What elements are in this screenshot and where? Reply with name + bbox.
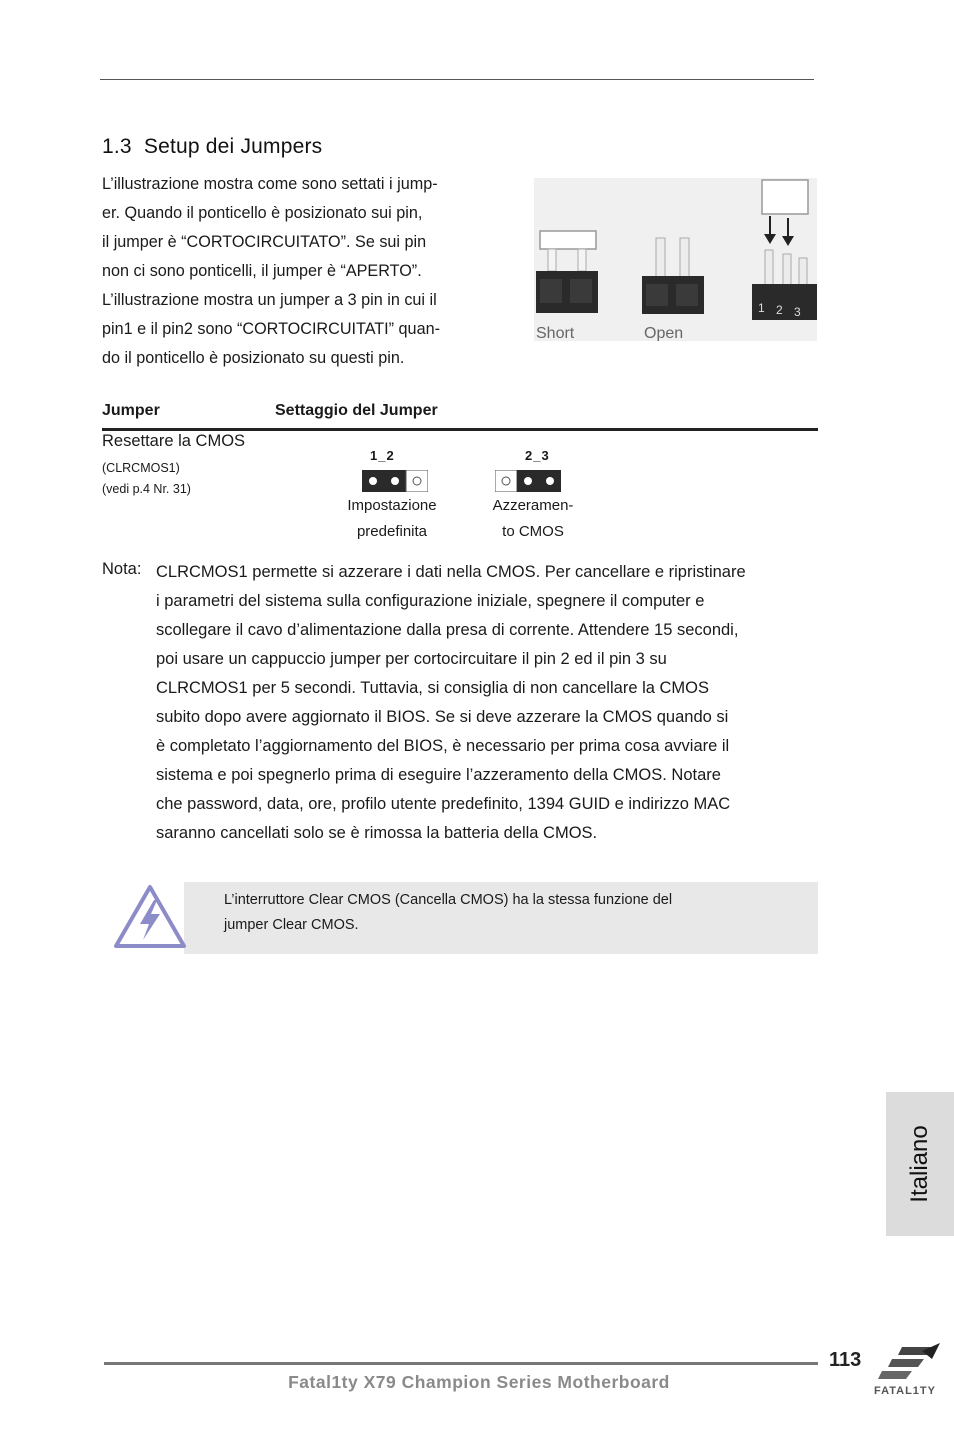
option1-caption-line: predefinita [356,523,428,540]
note-body [156,558,817,848]
footer-product-name: Fatal1ty X79 Champion Series Motherboard [288,1372,670,1392]
note-line: CLRCMOS1 per 5 secondi. Tuttavia, si consiglia di non cancellare la CMOS [156,679,709,697]
note-line: subito dopo avere aggiornato il BIOS. Se si deve azzerare la CMOS quando si [156,708,729,726]
section-heading [102,135,322,159]
intro-line: il jumper è “CORTOCIRCUITATO”. Se sui pin [102,233,427,251]
table-header-setting: Settaggio del Jumper [275,402,438,419]
intro-line: L’illustrazione mostra un jumper a 3 pin in cui il [102,291,437,309]
option1-pin-label: 1_2 [370,448,395,463]
section-title: Setup dei Jumpers [143,135,323,158]
page-number: 113 [829,1349,862,1371]
option2-caption-line: Azzeramen- [492,497,574,514]
intro-line: er. Quando il ponticello è posizionato sui pin, [102,204,423,222]
note-line: CLRCMOS1 permette si azzerare i dati nella CMOS. Per cancellare e ripristinare [156,563,746,581]
pin-number-2: 2 [776,303,783,317]
section-number: 1.3 [102,135,132,158]
pin-number-1: 1 [758,301,765,315]
short-label: Short [536,325,575,341]
row-jumper-id: (CLRCMOS1) [102,461,180,475]
note-line: i parametri del sistema sulla configurazione iniziale, spegnere il computer e [156,592,705,610]
jumper-illustration [534,178,817,341]
language-side-tab-label: Italiano [906,1125,933,1203]
logo-wordmark: FATAL1TY [874,1385,936,1397]
option2-pin-label: 2_3 [525,448,550,463]
callout-line: L’interruttore Clear CMOS (Cancella CMOS) ha la stessa funzione del [224,892,673,908]
option1-caption [332,493,452,545]
table-header-rule [102,428,818,431]
intro-line: do il ponticello è posizionato su questi pin. [102,349,405,367]
note-line: scollegare il cavo d’alimentazione dalla presa di corrente. Attendere 15 secondi, [156,621,739,639]
open-label: Open [644,325,684,341]
row-reference: (vedi p.4 Nr. 31) [102,482,191,496]
note-label: Nota: [102,560,142,578]
fatal1ty-logo [862,1341,948,1399]
intro-line: L’illustrazione mostra come sono settati i jump- [102,175,438,193]
option2-caption [473,493,593,545]
footer-rule [104,1362,818,1365]
note-line: poi usare un cappuccio jumper per cortocircuitare il pin 2 ed il pin 3 su [156,650,667,668]
intro-line: pin1 e il pin2 sono “CORTOCIRCUITATI” quan- [102,320,440,338]
language-side-tab-label-wrap [886,1092,954,1236]
pin-number-3: 3 [794,305,801,319]
callout-line: jumper Clear CMOS. [224,917,359,933]
note-line: che password, data, ore, profilo utente predefinito, 1394 GUID e indirizzo MAC [156,795,731,813]
note-line: saranno cancellati solo se è rimossa la batteria della CMOS. [156,824,598,842]
table-header-jumper: Jumper [102,402,160,419]
row-label: Resettare la CMOS [102,432,246,450]
intro-paragraph [102,170,511,373]
top-divider [100,79,814,80]
note-line: sistema e poi spegnerlo prima di eseguire l’azzeramento della CMOS. Notare [156,766,721,784]
note-line: è completato l’aggiornamento del BIOS, è necessario per prima cosa avviare il [156,737,730,755]
intro-line: non ci sono ponticelli, il jumper è “APERTO”. [102,262,422,280]
warning-lightning-icon [114,884,186,950]
option1-jumper-icon [362,470,428,492]
option1-caption-line: Impostazione [347,497,437,514]
callout-text [224,888,784,938]
option2-jumper-icon [495,470,561,492]
option2-caption-line: to CMOS [502,523,564,540]
